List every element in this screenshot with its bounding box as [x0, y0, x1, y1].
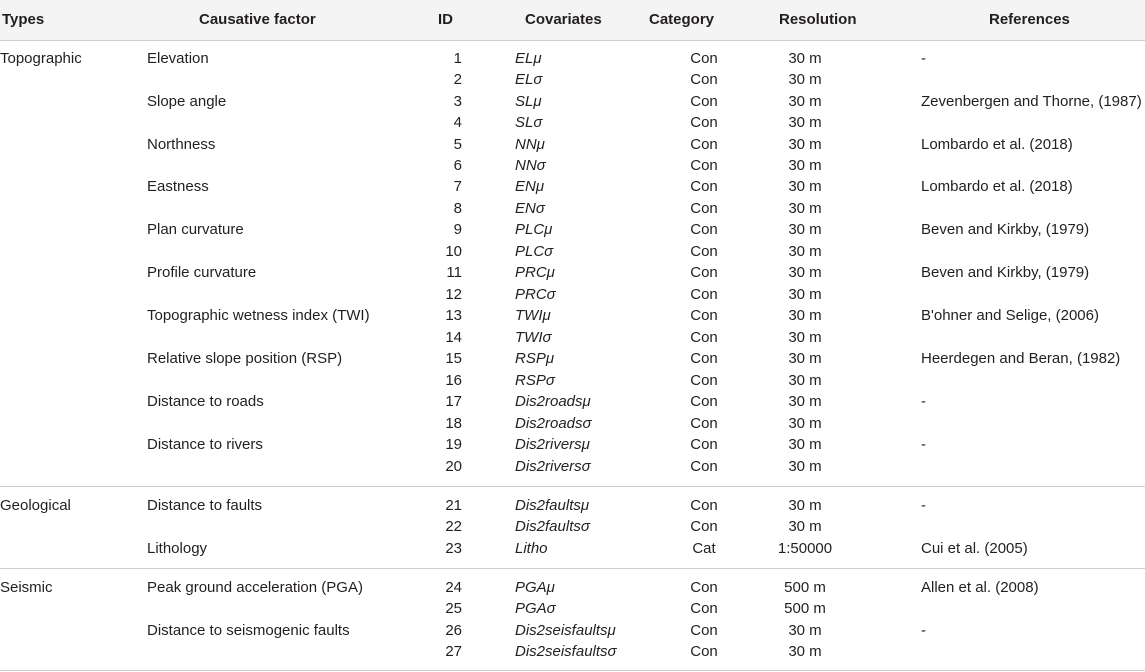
- cell-covariate: RSPσ: [515, 372, 555, 389]
- cell-id: 17: [445, 393, 462, 410]
- cell-reference: -: [921, 497, 926, 514]
- cell-resolution: 30 m: [788, 50, 822, 67]
- cell-category: Con: [690, 71, 718, 88]
- cell-category: Con: [690, 178, 718, 195]
- cell-resolution: 30 m: [788, 329, 822, 346]
- cell-covariate: Dis2faultsμ: [515, 497, 590, 514]
- cell-covariate: ENσ: [515, 200, 545, 217]
- cell-resolution: 30 m: [788, 458, 822, 475]
- cell-category: Con: [690, 286, 718, 303]
- cell-id: 19: [445, 436, 462, 453]
- cell-causative-factor: Lithology: [147, 540, 208, 557]
- cell-covariate: PRCμ: [515, 264, 555, 281]
- cell-reference: Beven and Kirkby, (1979): [921, 221, 1090, 238]
- cell-causative-factor: Plan curvature: [147, 221, 244, 238]
- cell-covariate: SLσ: [515, 114, 543, 131]
- cell-covariate: Dis2seisfaultsσ: [515, 643, 617, 660]
- cell-resolution: 30 m: [788, 393, 822, 410]
- cell-covariate: RSPμ: [515, 350, 555, 367]
- cell-covariate: TWIμ: [515, 307, 551, 324]
- cell-id: 22: [445, 518, 462, 535]
- cell-resolution: 500 m: [784, 600, 826, 617]
- cell-id: 5: [453, 136, 462, 153]
- cell-category: Con: [690, 458, 718, 475]
- cell-resolution: 30 m: [788, 286, 822, 303]
- cell-resolution: 30 m: [788, 136, 822, 153]
- cell-covariate: Dis2faultsσ: [515, 518, 590, 535]
- header-causative-factor: Causative factor: [199, 11, 316, 28]
- cell-covariate: TWIσ: [515, 329, 552, 346]
- cell-id: 4: [453, 114, 462, 131]
- cell-causative-factor: Topographic wetness index (TWI): [147, 307, 370, 324]
- cell-covariate: Dis2riversμ: [515, 436, 590, 453]
- cell-causative-factor: Distance to seismogenic faults: [147, 622, 350, 639]
- header-references: References: [989, 11, 1070, 28]
- cell-resolution: 1:50000: [777, 540, 833, 557]
- cell-category: Con: [690, 93, 718, 110]
- cell-reference: Allen et al. (2008): [921, 579, 1039, 596]
- cell-causative-factor: Northness: [147, 136, 216, 153]
- cell-type: Geological: [0, 497, 71, 514]
- cell-id: 1: [453, 50, 462, 67]
- header-covariates: Covariates: [525, 11, 602, 28]
- cell-id: 25: [445, 600, 462, 617]
- cell-reference: Beven and Kirkby, (1979): [921, 264, 1090, 281]
- cell-category: Con: [690, 518, 718, 535]
- cell-covariate: PGAμ: [515, 579, 555, 596]
- cell-category: Con: [690, 136, 718, 153]
- cell-resolution: 30 m: [788, 436, 822, 453]
- cell-category: Cat: [692, 540, 716, 557]
- cell-covariate: ELσ: [515, 71, 543, 88]
- cell-resolution: 30 m: [788, 71, 822, 88]
- cell-id: 2: [453, 71, 462, 88]
- cell-category: Con: [690, 329, 718, 346]
- cell-id: 16: [445, 372, 462, 389]
- cell-covariate: PGAσ: [515, 600, 556, 617]
- cell-resolution: 30 m: [788, 372, 822, 389]
- cell-id: 15: [445, 350, 462, 367]
- cell-reference: Lombardo et al. (2018): [921, 136, 1073, 153]
- cell-id: 26: [445, 622, 462, 639]
- cell-id: 3: [453, 93, 462, 110]
- cell-resolution: 30 m: [788, 200, 822, 217]
- cell-id: 13: [445, 307, 462, 324]
- cell-reference: Heerdegen and Beran, (1982): [921, 350, 1121, 367]
- cell-covariate: ENμ: [515, 178, 545, 195]
- cell-category: Con: [690, 264, 718, 281]
- cell-resolution: 30 m: [788, 114, 822, 131]
- header-category: Category: [649, 11, 715, 28]
- cell-id: 6: [453, 157, 462, 174]
- cell-category: Con: [690, 393, 718, 410]
- cell-id: 18: [445, 415, 462, 432]
- cell-id: 27: [445, 643, 462, 660]
- cell-causative-factor: Slope angle: [147, 93, 227, 110]
- table-header: [0, 0, 1145, 41]
- cell-category: Con: [690, 243, 718, 260]
- cell-id: 8: [453, 200, 462, 217]
- header-types: Types: [2, 11, 45, 28]
- cell-resolution: 30 m: [788, 243, 822, 260]
- cell-id: 10: [445, 243, 462, 260]
- header-id: ID: [438, 11, 453, 28]
- cell-category: Con: [690, 200, 718, 217]
- cell-causative-factor: Distance to rivers: [147, 436, 263, 453]
- cell-category: Con: [690, 622, 718, 639]
- cell-resolution: 500 m: [784, 579, 826, 596]
- cell-category: Con: [690, 415, 718, 432]
- cell-resolution: 30 m: [788, 350, 822, 367]
- group-divider: [0, 486, 1145, 487]
- cell-category: Con: [690, 221, 718, 238]
- cell-category: Con: [690, 436, 718, 453]
- cell-resolution: 30 m: [788, 93, 822, 110]
- cell-resolution: 30 m: [788, 307, 822, 324]
- cell-id: 24: [445, 579, 462, 596]
- cell-id: 20: [445, 458, 462, 475]
- cell-resolution: 30 m: [788, 497, 822, 514]
- cell-covariate: Dis2roadsμ: [515, 393, 591, 410]
- cell-reference: -: [921, 622, 926, 639]
- cell-causative-factor: Peak ground acceleration (PGA): [147, 579, 363, 596]
- cell-id: 9: [453, 221, 462, 238]
- cell-id: 21: [445, 497, 462, 514]
- cell-reference: Zevenbergen and Thorne, (1987): [921, 93, 1142, 110]
- cell-category: Con: [690, 579, 718, 596]
- cell-causative-factor: Eastness: [147, 178, 209, 195]
- cell-covariate: SLμ: [515, 93, 542, 110]
- cell-type: Seismic: [0, 579, 53, 596]
- cell-causative-factor: Distance to faults: [147, 497, 263, 514]
- cell-resolution: 30 m: [788, 518, 822, 535]
- cell-resolution: 30 m: [788, 622, 822, 639]
- group-divider: [0, 670, 1145, 671]
- header-resolution: Resolution: [779, 11, 857, 28]
- cell-causative-factor: Profile curvature: [147, 264, 257, 281]
- cell-id: 23: [445, 540, 462, 557]
- group-divider: [0, 568, 1145, 569]
- cell-covariate: PLCμ: [515, 221, 553, 238]
- cell-resolution: 30 m: [788, 157, 822, 174]
- cell-category: Con: [690, 643, 718, 660]
- cell-covariate: Litho: [515, 540, 548, 557]
- cell-resolution: 30 m: [788, 415, 822, 432]
- cell-reference: B'ohner and Selige, (2006): [921, 307, 1099, 324]
- cell-id: 7: [453, 178, 462, 195]
- cell-covariate: ELμ: [515, 50, 542, 67]
- cell-causative-factor: Relative slope position (RSP): [147, 350, 343, 367]
- cell-resolution: 30 m: [788, 643, 822, 660]
- cell-covariate: Dis2roadsσ: [515, 415, 592, 432]
- cell-reference: -: [921, 50, 926, 67]
- cell-covariate: NNσ: [515, 157, 546, 174]
- cell-covariate: Dis2riversσ: [515, 458, 591, 475]
- cell-category: Con: [690, 600, 718, 617]
- cell-covariate: NNμ: [515, 136, 545, 153]
- cell-category: Con: [690, 372, 718, 389]
- cell-causative-factor: Distance to roads: [147, 393, 264, 410]
- cell-reference: -: [921, 436, 926, 453]
- cell-covariate: PLCσ: [515, 243, 554, 260]
- cell-covariate: Dis2seisfaultsμ: [515, 622, 616, 639]
- cell-reference: Cui et al. (2005): [921, 540, 1028, 557]
- cell-id: 12: [445, 286, 462, 303]
- cell-resolution: 30 m: [788, 178, 822, 195]
- cell-type: Topographic: [0, 50, 82, 67]
- cell-reference: Lombardo et al. (2018): [921, 178, 1073, 195]
- cell-reference: -: [921, 393, 926, 410]
- cell-category: Con: [690, 50, 718, 67]
- cell-covariate: PRCσ: [515, 286, 556, 303]
- cell-id: 14: [445, 329, 462, 346]
- cell-category: Con: [690, 350, 718, 367]
- cell-category: Con: [690, 114, 718, 131]
- cell-id: 11: [446, 264, 462, 281]
- cell-causative-factor: Elevation: [147, 50, 209, 67]
- cell-resolution: 30 m: [788, 221, 822, 238]
- cell-category: Con: [690, 157, 718, 174]
- cell-resolution: 30 m: [788, 264, 822, 281]
- cell-category: Con: [690, 307, 718, 324]
- cell-category: Con: [690, 497, 718, 514]
